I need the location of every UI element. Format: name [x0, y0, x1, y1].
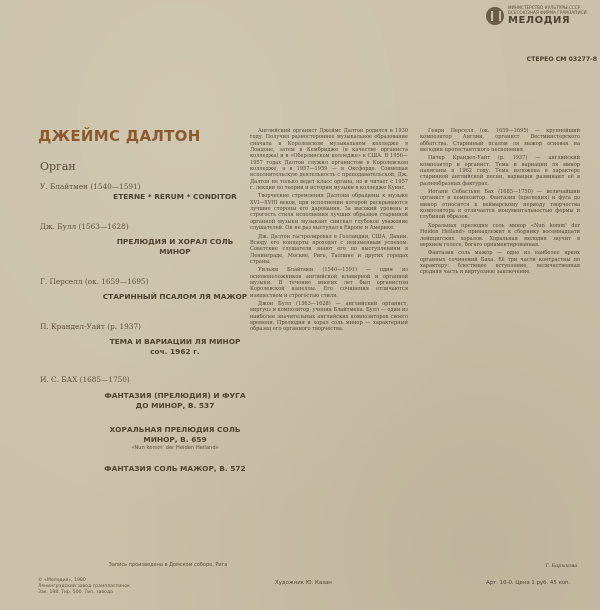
ministry-text: МИНИСТЕРСТВО КУЛЬТУРЫ СССР · ВСЕСОЮЗНАЯ ФИРМА ГРАМЗАПИСИ [508, 5, 587, 15]
work-composer: П. Крандел-Уайт (р. 1937) [40, 322, 141, 331]
work-composer: Г. Перселл (ок. 1659—1695) [40, 277, 149, 286]
liner-notes-column-1 [250, 128, 408, 583]
recording-note: Запись произведена в Домском соборе, Рига [108, 562, 228, 568]
paragraph: Английский органист Джеймс Далтон родился в 1930 году. Получил разностороннее музыкальное образование сначала в Королевском музыкальном колледже в Лондоне, затем в Кембридже (в качестве органиста колледжа) и в «Оберлинском колледже» в США. В 1956—1957 годах Далтон служил органистом в Королевском колледже, а в 1957—1959 — в Оксфорде. Совмещая исполнительскую деятельность с преподавательской, Дж. Далтон не только ведет класс органа, но и читает с 1957 г. лекции по теории и истории музыки в колледже Куинс. [250, 128, 408, 192]
work-composer: Дж. Булл (1563—1628) [40, 222, 129, 231]
work-title: СТАРИННЫЙ ПСАЛОМ ЛЯ МАЖОР [102, 292, 248, 301]
work-item [40, 425, 241, 452]
instrument-subtitle: Орган [40, 160, 76, 173]
work-title: ФАНТАЗИЯ (ПРЕЛЮДИЯ) И ФУГА ДО МИНОР, B. 537 [104, 391, 246, 410]
paragraph: Фантазия соль мажор — одно из наиболее ярких органных сочинений Баха. Её три части контрастны по характеру: блестящее вступление, величественная средняя часть и виртуозное заключение. [420, 250, 580, 276]
plant-name: Ленинградский завод грампластинок [38, 584, 130, 589]
work-title: ФАНТАЗИЯ СОЛЬ МАЖОР, B. 572 [104, 464, 246, 473]
paragraph: Творческие стремления Далтона обращены к музыке XVI—XVIII веков, при исполнении которой раскрываются лучшие стороны его дарования. За высокий уровень и строгость стиля исполнения лучших образцов старинной органной музыки музыкант снискал глубокое уважение слушателей. Он не раз выступал в Европе и Америке. [250, 193, 408, 232]
artist-title: ДЖЕЙМС ДАЛТОН [38, 127, 201, 145]
paragraph: Питер Крандел-Уайт (р. 1937) — английский композитор и органист. Тема и вариации ля минор написаны в 1962 году. Тема изложена в характере старинной английской песни, вариации развивают её в разнообразных фактурах. [420, 155, 580, 187]
paragraph: Дж. Далтон гастролировал в Голландии, США, Дании. Всюду его концерты проходят с неизменным успехом. Советские слушатели знают его по выступлениям в Ленинграде, Москве, Риге, Таллине и других городах страны. [250, 233, 408, 265]
notes-author: Т. Барыкова [545, 563, 578, 569]
work-item [40, 182, 237, 202]
cover-artist: Художник Ю. Казан [275, 580, 332, 586]
track-list [40, 182, 248, 474]
copyright: © «Мелодия», 1980 [38, 578, 86, 583]
liner-notes-column-2 [420, 128, 580, 583]
price-line: Арт. 10-0. Цена 1 руб. 45 коп. [486, 580, 571, 586]
work-title: ХОРАЛЬНАЯ ПРЕЛЮДИЯ СОЛЬ МИНОР, B. 659 [109, 425, 241, 444]
work-title: ТЕМА И ВАРИАЦИИ ЛЯ МИНОР соч. 1962 г. [109, 337, 241, 356]
paragraph: Хоральная прелюдия соль минор «Nun komm' der Heiden Heiland» принадлежит к сборнику восемнадцати лейпцигских хоралов. Хоральная мелодия звучит в верхнем голосе, богато орнаментированная. [420, 222, 580, 248]
paragraph: Иоганн Себастьян Бах (1685—1750) — величайший органист и композитор. Фантазия (прелюдия) и фуга до минор относится к веймарскому периоду творчества композитора и отличается монументальностью формы и глубиной образов. [420, 189, 580, 221]
paragraph: Уильям Блайтмен (1540—1591) — один из основоположников английской клавирной и органной музыки. В течение многих лет был органистом Королевской капеллы. Его сочинения отличаются изяществом и строгостью стиля. [250, 267, 408, 299]
footer-credits [38, 578, 130, 596]
work-subtitle: «Nun komm' der Heiden Heiland» [131, 445, 219, 451]
work-composer: И. С. БАХ (1685—1750) [40, 375, 130, 384]
print-order: Зак. 198. Тир. 500. Тип. завода [38, 590, 113, 595]
work-title: ETERNE * RERUM * CONDITOR [113, 192, 237, 201]
work-item [40, 277, 248, 302]
paragraph: Генри Перселл (ок. 1659—1695) — крупнейший композитор Англии, органист Вестминстерского аббатства. Старинный псалом ля мажор основан на мелодии протестантского песнопения. [420, 128, 580, 154]
work-item [40, 464, 246, 474]
work-composer: У. Блайтмен (1540—1591) [40, 182, 141, 191]
work-item [40, 375, 246, 411]
work-item [40, 222, 234, 257]
paragraph: Джон Булл (1563—1628) — английский органист, виртуоз и композитор, ученик Блайтмена. Булл — один из наиболее значительных английских композиторов своего времени. Прелюдия и хорал соль минор — характерный образец его органного творчества. [250, 300, 408, 333]
work-item [40, 322, 241, 357]
label-name: МЕЛОДИЯ [508, 15, 571, 26]
work-title: ПРЕЛЮДИЯ И ХОРАЛ СОЛЬ МИНОР [116, 237, 234, 256]
catalog-number: СТЕРЕО СМ 03277-8 [526, 56, 597, 63]
melodiya-emblem-icon [486, 7, 504, 25]
